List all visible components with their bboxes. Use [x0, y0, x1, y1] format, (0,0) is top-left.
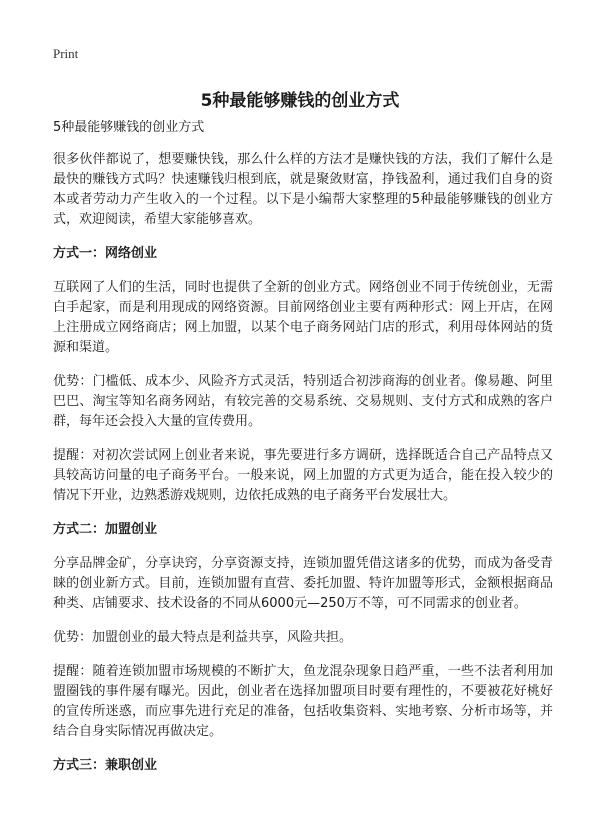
section-parttime-business: [53, 756, 553, 776]
section-heading: 方式三：兼职创业: [53, 758, 158, 773]
section-online-business: [53, 244, 553, 506]
document-title: 5种最能够赚钱的创业方式: [200, 91, 400, 111]
section-paragraph: 互联网了人们的生活，同时也提供了全新的创业方式。网络创业不同于传统创业，无需白手起家，而是利用现成的网络资源。目前网络创业主要有两种形式：网上开店，在网上注册成立网络商店；网上加盟，以某个电子商务网站门店的形式，利用母体网站的货源和渠道。: [53, 280, 553, 355]
print-link[interactable]: Print: [53, 46, 79, 61]
section-paragraph: 提醒：对初次尝试网上创业者来说，事先要进行多方调研，选择既适合自己产品特点又具较高访问量的电子商务平台。一般来说，网上加盟的方式更为适合，能在投入较少的情况下开业，边熟悉游戏规则，边依托成熟的电子商务平台发展壮大。: [53, 448, 553, 503]
section-paragraph: 优势：门槛低、成本少、风险齐方式灵活，特别适合初涉商海的创业者。像易趣、阿里巴巴、淘宝等知名商务网站，有较完善的交易系统、交易规则、支付方式和成熟的客户群，每年还会投入大量的宣传费用。: [53, 374, 553, 429]
section-paragraph: 提醒：随着连锁加盟市场规模的不断扩大，鱼龙混杂现象日趋严重，一些不法者利用加盟圈钱的事件屡有曝光。因此，创业者在选择加盟项目时要有理性的，不要被花好桃好的宣传所迷惑，而应事先进行充足的准备，包括收集资料、实地考察、分析市场等，并结合自身实际情况再做决定。: [53, 664, 553, 739]
section-franchise-business: [53, 520, 553, 742]
section-paragraph: 优势：加盟创业的最大特点是利益共享，风险共担。: [53, 630, 353, 645]
section-heading: 方式一：网络创业: [53, 246, 158, 261]
section-heading: 方式二：加盟创业: [53, 522, 158, 537]
intro-paragraph: 很多伙伴都说了，想要赚快钱，那么什么样的方法才是赚快钱的方法，我们了解什么是最快的赚钱方式吗？快速赚钱归根到底，就是聚敛财富，挣钱盈利，通过我们自身的资本或者劳动力产生收入的一个过程。以下是小编帮大家整理的5种最能够赚钱的创业方式，欢迎阅读，希望大家能够喜欢。: [53, 152, 553, 227]
document-subtitle: 5种最能够赚钱的创业方式: [53, 120, 205, 135]
document-body: [53, 118, 553, 790]
section-paragraph: 分享品牌金矿，分享诀窍，分享资源支持，连锁加盟凭借这诸多的优势，而成为备受青睐的创业新方式。目前，连锁加盟有直营、委托加盟、特许加盟等形式，金额根据商品种类、店铺要求、技术设备的不同从6000元—250万不等，可不同需求的创业者。: [53, 556, 553, 611]
